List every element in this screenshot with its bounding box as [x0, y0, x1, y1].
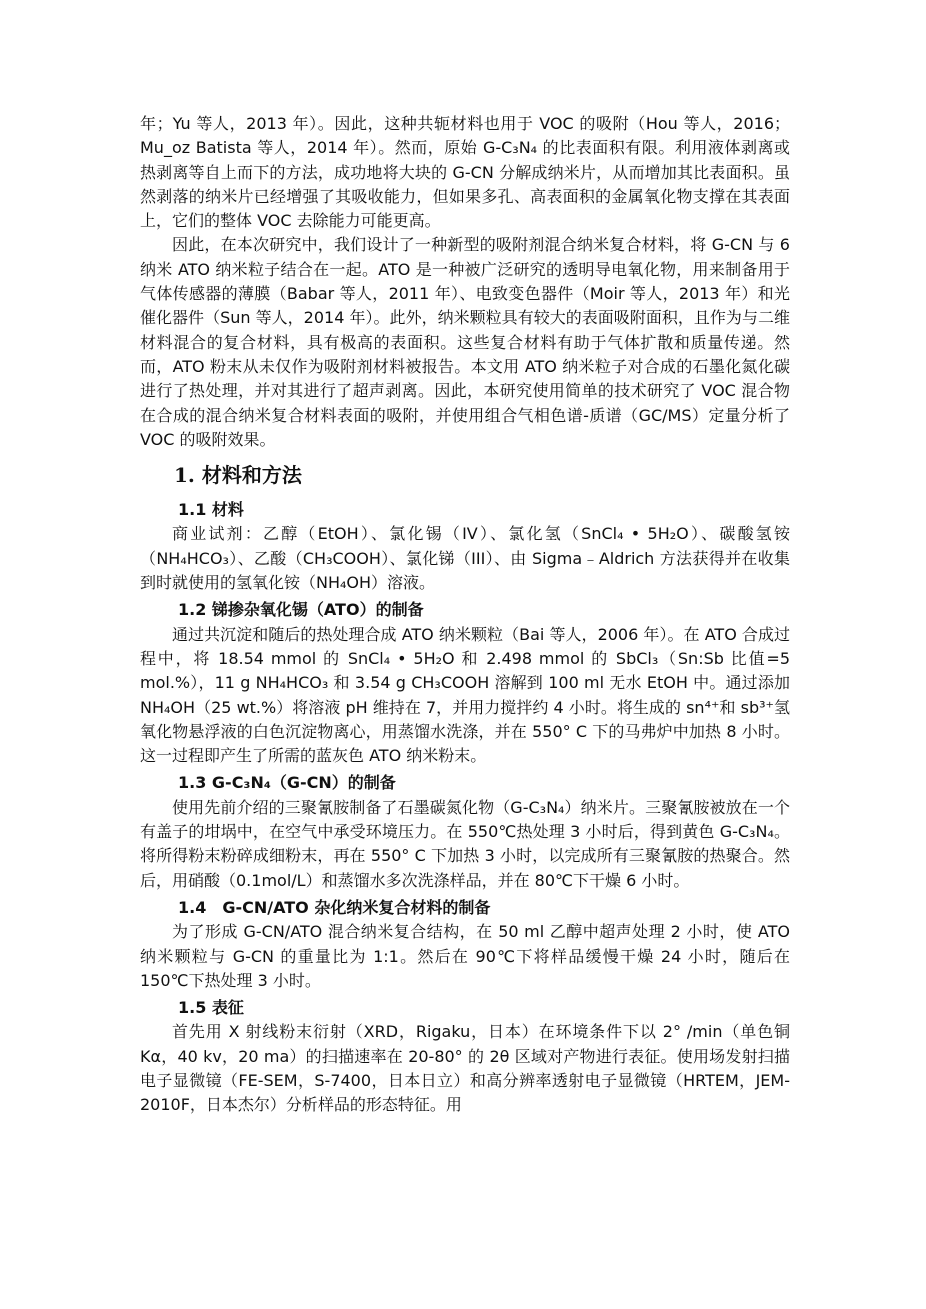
subsection-heading-1-1: 1.1 材料: [178, 500, 244, 520]
intro-paragraph-1: 年；Yu 等人，2013 年）。因此，这种共轭材料也用于 VOC 的吸附（Hou 等人，2016；Mu_oz Batista 等人，2014 年）。然而，原始 G-C₃N₄ 的比表面积有限。利用液体剥离或热剥离等自上而下的方法，成功地将大块的 G-CN 分解成纳米片，从而增加其比表面积。虽然剥落的纳米片已经增强了其吸收能力，但如果多孔、高表面积的金属氧化物支撑在其表面上，它们的整体 VOC 去除能力可能更高。: [140, 114, 790, 231]
paragraph-characterization: 首先用 X 射线粉末衍射（XRD，Rigaku，日本）在环境条件下以 2° /min（单色铜 Kα，40 kv，20 ma）的扫描速率在 20-80° 的 2θ 区域对产物进行表征。使用场发射扫描电子显微镜（FE-SEM，S-7400，日本日立）和高分辨率透射电子显微镜（HRTEM，JEM-2010F，日本杰尔）分析样品的形态特征。用: [140, 1022, 790, 1115]
paragraph-ato-preparation: 通过共沉淀和随后的热处理合成 ATO 纳米颗粒（Bai 等人，2006 年）。在 ATO 合成过程中，将 18.54 mmol 的 SnCl₄ • 5H₂O 和 2.498 mmol 的 SbCl₃（Sn:Sb 比值=5 mol.%），11 g NH₄HCO₃ 和 3.54 g CH₃COOH 溶解到 100 ml 无水 EtOH 中。通过添加 NH₄OH（25 wt.%）将溶液 pH 维持在 7，并用力搅拌约 4 小时。将生成的 sn⁴⁺和 sb³⁺氢氧化物悬浮液的白色沉淀物离心，用蒸馏水洗涤，并在 550° C 下的马弗炉中加热 8 小时。这一过程即产生了所需的蓝灰色 ATO 纳米粉末。: [140, 624, 790, 766]
document-page: [140, 112, 790, 1118]
subsection-heading-1-5: 1.5 表征: [178, 998, 244, 1018]
subsection-heading-1-4: 1.4 G-CN/ATO 杂化纳米复合材料的制备: [178, 897, 491, 917]
paragraph-gcn-preparation: 使用先前介绍的三聚氰胺制备了石墨碳氮化物（G-C₃N₄）纳米片。三聚氰胺被放在一个有盖子的坩埚中，在空气中承受环境压力。在 550℃热处理 3 小时后，得到黄色 G-C₃N₄。将所得粉末粉碎成细粉末，再在 550° C 下加热 3 小时，以完成所有三聚氰胺的热聚合。然后，用硝酸（0.1mol/L）和蒸馏水多次洗涤样品，并在 80℃下干燥 6 小时。: [140, 797, 790, 890]
subsection-heading-1-3: 1.3 G-C₃N₄（G-CN）的制备: [178, 773, 396, 793]
intro-paragraph-2: 因此，在本次研究中，我们设计了一种新型的吸附剂混合纳米复合材料，将 G-CN 与 6 纳米 ATO 纳米粒子结合在一起。ATO 是一种被广泛研究的透明导电氧化物，用来制备用于气体传感器的薄膜（Babar 等人，2011 年）、电致变色器件（Moir 等人，2013 年）和光催化器件（Sun 等人，2014 年）。此外，纳米颗粒具有较大的表面吸附面积，且作为与二维材料混合的复合材料，具有极高的表面积。这些复合材料有助于气体扩散和质量传递。然而，ATO 粉末从未仅作为吸附剂材料被报告。本文用 ATO 纳米粒子对合成的石墨化氮化碳进行了热处理，并对其进行了超声剥离。因此，本研究使用简单的技术研究了 VOC 混合物在合成的混合纳米复合材料表面的吸附，并使用组合气相色谱-质谱（GC/MS）定量分析了 VOC 的吸附效果。: [140, 235, 790, 449]
subsection-heading-1-2: 1.2 锑掺杂氧化锡（ATO）的制备: [178, 600, 424, 620]
paragraph-hybrid-preparation: 为了形成 G-CN/ATO 混合纳米复合结构，在 50 ml 乙醇中超声处理 2 小时，使 ATO 纳米颗粒与 G-CN 的重量比为 1:1。然后在 90℃下将样品缓慢干燥 24 小时，随后在 150℃下热处理 3 小时。: [140, 922, 790, 990]
section-heading-materials-methods: 1. 材料和方法: [174, 463, 302, 488]
paragraph-materials: 商业试剂：乙醇（EtOH）、氯化锡（IV）、氯化氢（SnCl₄ • 5H₂O）、碳酸氢铵（NH₄HCO₃）、乙酸（CH₃COOH）、氯化锑（III）、由 Sigma﹣Aldrich 方法获得并在收集到时就使用的氢氧化铵（NH₄OH）溶液。: [140, 524, 790, 593]
